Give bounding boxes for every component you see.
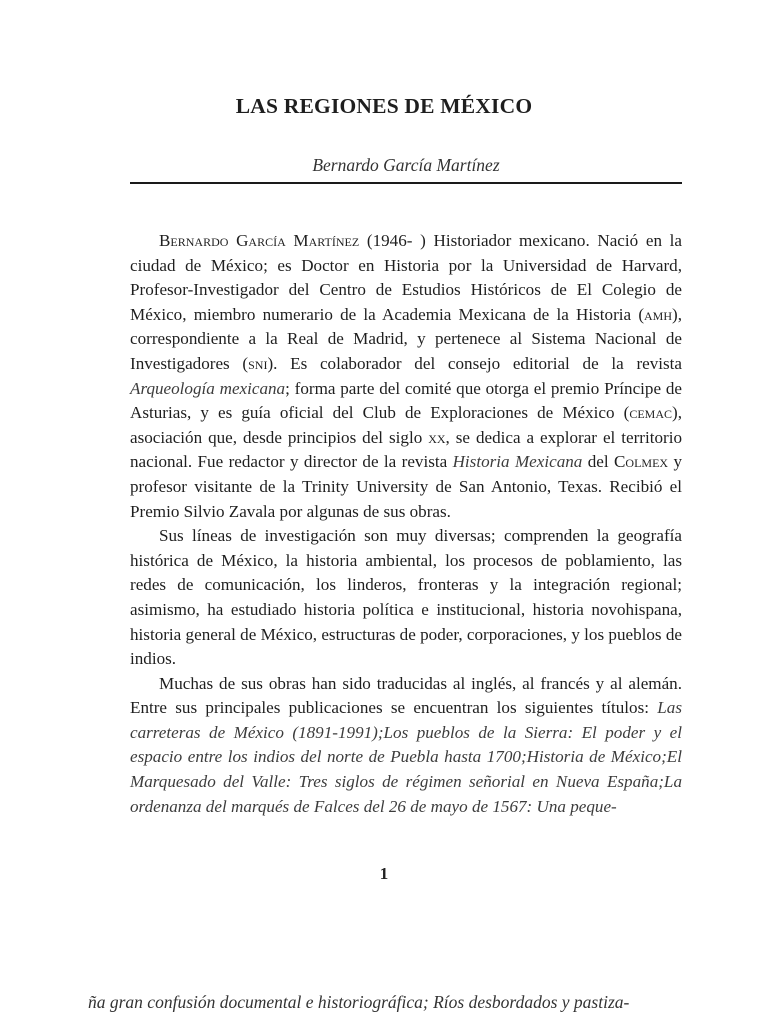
century-numeral: xx bbox=[428, 427, 446, 447]
paragraph-biography bbox=[130, 229, 682, 524]
author-name: Bernardo García Martínez bbox=[312, 155, 500, 175]
journal-title-arqueologia: Arqueología mexicana bbox=[130, 378, 286, 398]
page-title: LAS REGIONES DE MÉXICO bbox=[235, 94, 533, 119]
bio-text-4: ; forma parte del comité que otorga el premio Príncipe de Asturias, y es guía oficial del Club de Exploraciones de México ( bbox=[130, 378, 682, 423]
bio-text-2: ), correspondiente a la Real de Madrid, y pertenece al Sistema Nacional de Investigadores ( bbox=[130, 304, 682, 373]
title-divider bbox=[130, 182, 682, 184]
bio-text-7: del bbox=[582, 452, 614, 472]
next-page-text-line: ña gran confusión documental e historiográfica; Ríos desbordados y pastiza- bbox=[88, 992, 630, 1012]
bio-text-5: ), asociación que, desde principios del siglo bbox=[130, 403, 682, 447]
acronym-amh: amh bbox=[644, 304, 673, 324]
body-text bbox=[130, 229, 682, 819]
paragraph-publications bbox=[130, 672, 682, 820]
bio-text-3: ). Es colaborador del consejo editorial de la revista bbox=[267, 353, 683, 373]
bio-text-6: , se dedica a explorar el territorio nacional. Fue redactor y director de la revista bbox=[130, 427, 682, 472]
publications-intro: Muchas de sus obras han sido traducidas al inglés, al francés y al alemán. Entre sus principales publicaciones se encuentran los siguientes títulos: bbox=[130, 673, 682, 718]
page-number: 1 bbox=[379, 864, 389, 883]
publication-titles: Las carreteras de México (1891-1991);Los pueblos de la Sierra: El poder y el espacio entre los indios del norte de Puebla hasta 1700;Historia de México;El Marquesado del Valle: Tres siglos de régimen señorial en Nueva España;La ordenanza del marqués de Falces del 26 de mayo de 1567: Una peque- bbox=[130, 698, 682, 816]
bio-text-1: (1946- ) Historiador mexicano. Nació en la ciudad de México; es Doctor en Historia por la Universidad de Harvard, Profesor-Investigador del Centro de Estudios Históricos de El Colegio de México, miembro numerario de la Academia Mexicana de la Historia ( bbox=[130, 231, 682, 324]
bio-text-8: y profesor visitante de la Trinity University de San Antonio, Texas. Recibió el Premio Silvio Zavala por algunas de sus obras. bbox=[130, 452, 683, 521]
paragraph-research-lines: Sus líneas de investigación son muy diversas; comprenden la geografía histórica de México, la historia ambiental, los procesos de poblamiento, las redes de comunicación, los linderos, fronteras y la integración regional; asimismo, ha estudiado historia política e institucional, historia novohispana, historia general de México, estructuras de poder, corporaciones, y los pueblos de indios. bbox=[130, 526, 682, 669]
acronym-sni: sni bbox=[248, 353, 268, 373]
institution-colmex: Colmex bbox=[614, 452, 669, 472]
acronym-cemac: cemac bbox=[629, 403, 673, 423]
journal-title-historia-mexicana: Historia Mexicana bbox=[452, 452, 583, 472]
author-name-smallcaps: Bernardo García Martínez bbox=[159, 231, 360, 250]
